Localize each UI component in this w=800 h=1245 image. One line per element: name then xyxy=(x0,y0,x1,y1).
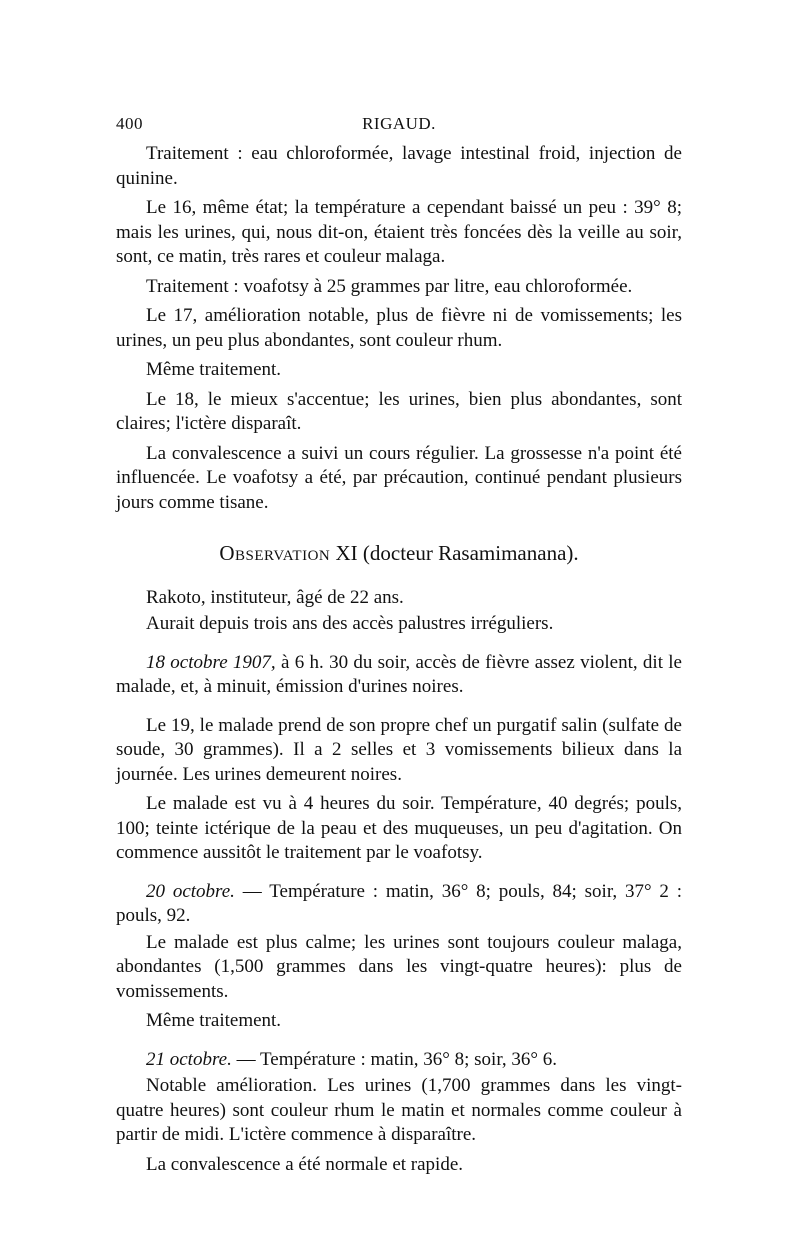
entry-date: 20 octobre. xyxy=(146,880,235,902)
page-number: 400 xyxy=(116,114,143,133)
paragraph: Notable amélioration. Les urines (1,700 grammes dans les vingt-quatre heures) sont couleur rhum le matin et normales comme couleur à partir de midi. L'ictère commence à disparaître. xyxy=(116,1075,682,1145)
entry-text: à 6 h. 30 du soir, accès de fièvre assez violent, dit le malade, et, à minuit, émission d'urines noires. xyxy=(116,651,682,697)
observation-label: Observation xyxy=(219,541,331,565)
running-title: RIGAUD. xyxy=(362,114,436,133)
paragraph: Le 19, le malade prend de son propre chef un purgatif salin (sulfate de soude, 30 grammes). Il a 2 selles et 3 vomissements bilieux dans la journée. Les urines demeurent noires. xyxy=(116,714,682,785)
paragraph: Aurait depuis trois ans des accès palustres irréguliers. xyxy=(146,613,554,634)
observation-title: XI (docteur Rasamimanana). xyxy=(330,541,579,565)
book-page xyxy=(116,112,682,1182)
dated-entry xyxy=(116,880,682,929)
entry-date: 18 octobre 1907, xyxy=(146,651,276,673)
paragraph: Même traitement. xyxy=(146,359,282,380)
dated-entry xyxy=(116,651,682,700)
paragraph: Rakoto, instituteur, âgé de 22 ans. xyxy=(146,586,404,608)
paragraph: Le 16, même état; la température a cependant baissé un peu : 39° 8; mais les urines, qui, nous dit-on, étaient très foncées dès la veille au soir, sont, ce matin, très rares et couleur malaga. xyxy=(116,197,682,267)
paragraph: Traitement : voafotsy à 25 grammes par litre, eau chloroformée. xyxy=(146,275,633,297)
paragraph: Le malade est plus calme; les urines sont toujours couleur malaga, abondantes (1,500 grammes dans les vingt-quatre heures): plus de vomissements. xyxy=(116,931,682,1002)
paragraph: La convalescence a été normale et rapide. xyxy=(146,1153,464,1175)
paragraph: Le 18, le mieux s'accentue; les urines, bien plus abondantes, sont claires; l'ictère disparaît. xyxy=(116,388,682,434)
dated-entry xyxy=(116,1048,682,1073)
paragraph: Le 17, amélioration notable, plus de fièvre ni de vomissements; les urines, un peu plus abondantes, sont couleur rhum. xyxy=(116,305,682,351)
entry-text: — Température : matin, 36° 8; soir, 36° 6. xyxy=(231,1048,557,1070)
running-head xyxy=(116,112,682,142)
entry-date: 21 octobre. xyxy=(146,1048,232,1070)
entry-text: — Température : matin, 36° 8; pouls, 84; soir, 37° 2 : pouls, 92. xyxy=(116,880,682,926)
paragraph: Le malade est vu à 4 heures du soir. Température, 40 degrés; pouls, 100; teinte ictérique de la peau et des muqueuses, un peu d'agitation. On commence aussitôt le traitement par le voafotsy. xyxy=(116,793,682,863)
paragraph: La convalescence a suivi un cours régulier. La grossesse n'a point été influencée. Le voafotsy a été, par précaution, continué pendant plusieurs jours comme tisane. xyxy=(116,442,682,513)
paragraph: Même traitement. xyxy=(146,1010,282,1031)
observation-heading xyxy=(116,541,682,566)
paragraph: Traitement : eau chloroformée, lavage intestinal froid, injection de quinine. xyxy=(116,143,682,189)
